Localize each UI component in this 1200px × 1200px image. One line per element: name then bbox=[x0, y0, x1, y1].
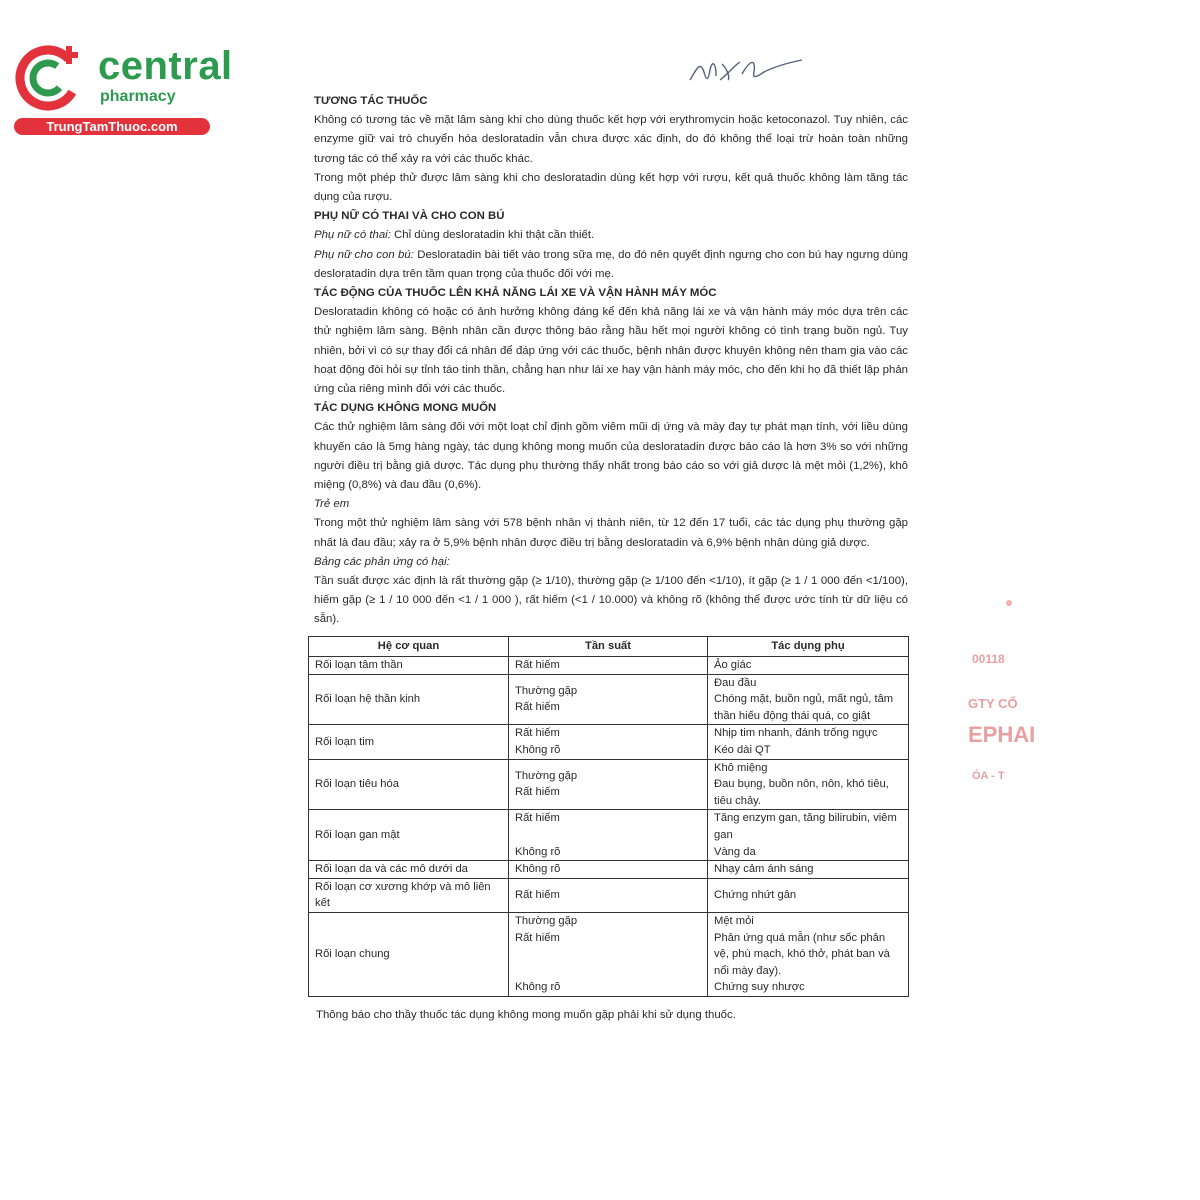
frequency-value: Không rõ bbox=[515, 743, 561, 756]
effects-cell bbox=[708, 810, 909, 861]
organ-cell: Rối loạn chung bbox=[309, 912, 509, 996]
paragraph-pregnant bbox=[314, 226, 908, 245]
effect-value: Nhịp tim nhanh, đánh trống ngực bbox=[714, 727, 878, 740]
section-heading-pregnancy: PHỤ NỮ CÓ THAI VÀ CHO CON BÚ bbox=[314, 210, 505, 223]
paragraph: Desloratadin không có hoặc có ảnh hưởng không đáng kể đến khả năng lái xe và vận hành máy móc dựa trên các thử nghiệm lâm sàng. Bệnh nhân cần được thông báo rằng hầu hết mọi người không có tình trạng buồn ngủ. Tuy nhiên, bởi vì có sự thay đổi cá nhân để đáp ứng với các thuốc, bệnh nhân được khuyên không nên tham gia vào các hoạt động đòi hỏi sự tỉnh táo tinh thần, chẳng hạn như lái xe hay vận hành máy móc, cho đến khi họ đã thiết lập phản ứng của riêng mình đối với các thuốc. bbox=[314, 306, 908, 396]
label-pregnant: Phụ nữ có thai: bbox=[314, 229, 391, 242]
adverse-reactions-table bbox=[308, 636, 909, 997]
section-heading-side-effects: TÁC DỤNG KHÔNG MONG MUỐN bbox=[314, 402, 497, 415]
table-row bbox=[309, 657, 909, 675]
table-row bbox=[309, 861, 909, 879]
effects-cell bbox=[708, 861, 909, 879]
effect-value: Chứng nhứt gân bbox=[714, 889, 797, 902]
table-row bbox=[309, 878, 909, 912]
effect-value: Tăng enzym gan, tăng bilirubin, viêm gan bbox=[714, 812, 897, 841]
text-breastfeeding: Desloratadin bài tiết vào trong sữa mẹ, do đó nên quyết định ngưng cho con bú hay ngưng dùng desloratadin dựa trên tầm quan trọng của thuốc đối với mẹ. bbox=[314, 248, 908, 280]
frequency-cell bbox=[509, 861, 708, 879]
effect-value: Chứng suy nhược bbox=[714, 981, 805, 994]
logo-sub: pharmacy bbox=[100, 88, 176, 105]
frequency-value: Rất hiếm bbox=[515, 786, 560, 799]
section-heading-interactions: TƯƠNG TÁC THUỐC bbox=[314, 95, 428, 107]
organ-cell: Rối loạn cơ xương khớp và mô liên kết bbox=[309, 878, 509, 912]
organ-cell: Rối loạn tâm thần bbox=[309, 657, 509, 675]
label-breastfeeding: Phụ nữ cho con bú: bbox=[314, 248, 414, 261]
frequency-value: Không rõ bbox=[515, 863, 561, 876]
effect-value: Mệt mỏi bbox=[714, 914, 754, 927]
effect-value: Khô miệng bbox=[714, 761, 768, 774]
stamp-text: GTY CỔ bbox=[968, 696, 1018, 711]
central-pharmacy-logo bbox=[12, 36, 233, 136]
effects-cell bbox=[708, 725, 909, 759]
table-row bbox=[309, 810, 909, 861]
effect-value: Vàng da bbox=[714, 845, 756, 858]
logo-emblem-icon bbox=[12, 40, 86, 114]
effect-value: Phản ứng quá mẫn (như sốc phản vệ, phù mạch, khó thở, phát ban và nổi mày đay). bbox=[714, 931, 890, 977]
table-row bbox=[309, 725, 909, 759]
table-row bbox=[309, 912, 909, 996]
effect-value: Nhạy cảm ánh sáng bbox=[714, 863, 814, 876]
effects-cell bbox=[708, 912, 909, 996]
stamp-text: 00118 bbox=[972, 652, 1005, 666]
frequency-spacer bbox=[515, 963, 701, 980]
table-header-row bbox=[309, 637, 909, 657]
effects-cell bbox=[708, 674, 909, 725]
frequency-cell bbox=[509, 657, 708, 675]
effect-value: Ảo giác bbox=[714, 659, 752, 671]
frequency-cell bbox=[509, 674, 708, 725]
frequency-spacer bbox=[515, 946, 701, 963]
header-organ: Hệ cơ quan bbox=[309, 637, 509, 657]
stamp-mark bbox=[1006, 600, 1012, 606]
frequency-value: Rất hiếm bbox=[515, 812, 560, 825]
stamp-text: ÓA - T bbox=[972, 770, 1005, 782]
paragraph: Không có tương tác về mặt lâm sàng khi cho dùng thuốc kết hợp với erythromycin hoặc ketoconazol. Tuy nhiên, các enzyme giữ vai trò chuyển hóa desloratadin vẫn chưa được xác định, do đó không thể loại trừ hoàn toàn những tương tác có thể xảy ra với các thuốc khác. bbox=[314, 114, 908, 165]
organ-cell: Rối loạn da và các mô dưới da bbox=[309, 861, 509, 879]
effects-cell bbox=[708, 878, 909, 912]
frequency-cell bbox=[509, 725, 708, 759]
frequency-cell bbox=[509, 810, 708, 861]
table-row bbox=[309, 759, 909, 810]
logo-brand: central bbox=[98, 44, 233, 88]
frequency-value: Thường gặp bbox=[515, 769, 578, 782]
document-body bbox=[314, 92, 908, 630]
logo-site: TrungTamThuoc.com bbox=[14, 118, 210, 135]
effect-value: Chóng mặt, buồn ngủ, mất ngủ, tâm thần hiếu động thái quá, co giật bbox=[714, 693, 894, 722]
frequency-cell bbox=[509, 912, 708, 996]
effects-cell bbox=[708, 657, 909, 675]
frequency-value: Rất hiếm bbox=[515, 727, 560, 740]
header-frequency: Tần suất bbox=[509, 637, 708, 657]
header-effects: Tác dụng phụ bbox=[708, 637, 909, 657]
subheading-adverse-table: Bảng các phản ứng có hại: bbox=[314, 555, 450, 568]
paragraph: Các thử nghiệm lâm sàng đối với một loạt chỉ định gồm viêm mũi dị ứng và mày đay tự phát mạn tính, với liều dùng khuyến cáo là 5mg hàng ngày, tác dụng không mong muốn của desloratadin được báo cáo là hơn 3% so với những người điều trị bằng giả dược. Tác dụng phụ thường thấy nhất trong báo cáo so với giả dược là mệt mỏi (1,2%), khô miệng (0,8%) và đau đầu (0,6%). bbox=[314, 421, 908, 492]
organ-cell: Rối loạn hệ thần kinh bbox=[309, 674, 509, 725]
frequency-cell bbox=[509, 759, 708, 810]
organ-cell: Rối loạn tim bbox=[309, 725, 509, 759]
paragraph: Trong một phép thử được lâm sàng khi cho desloratadin dùng kết hợp với rượu, kết quả thuốc không làm tăng tác dụng của rượu. bbox=[314, 171, 908, 204]
effect-value: Đau đầu bbox=[714, 676, 757, 689]
footer-note: Thông báo cho thầy thuốc tác dụng không mong muốn gặp phải khi sử dụng thuốc. bbox=[316, 1009, 736, 1021]
paragraph-frequency: Tần suất được xác định là rất thường gặp (≥ 1/10), thường gặp (≥ 1/100 đến <1/10), ít gặp (≥ 1 / 1 000 đến <1/100), hiếm gặp (≥ 1 / 10 000 đến <1 / 1 000 ), rất hiếm (<1 / 10.000) và không rõ (không thể được ước tính từ dữ liệu có sẵn). bbox=[314, 575, 908, 626]
text-pregnant: Chỉ dùng desloratadin khi thật cần thiết. bbox=[390, 229, 595, 242]
stamp-text: EPHAI bbox=[968, 722, 1036, 747]
company-stamp bbox=[966, 640, 1036, 800]
frequency-value: Rất hiếm bbox=[515, 701, 560, 714]
frequency-spacer bbox=[515, 827, 701, 844]
paragraph-children: Trong một thử nghiệm lâm sàng với 578 bệnh nhân vị thành niên, từ 12 đến 17 tuổi, các tác dụng phụ thường gặp nhất là đau đầu; xảy ra ở 5,9% bệnh nhân được điều trị bằng desloratadin và 6,9% bệnh nhân dùng giả dược. bbox=[314, 517, 908, 549]
frequency-value: Thường gặp bbox=[515, 914, 578, 927]
frequency-value: Rất hiếm bbox=[515, 889, 560, 902]
frequency-value: Không rõ bbox=[515, 981, 561, 994]
organ-cell: Rối loạn gan mật bbox=[309, 810, 509, 861]
paragraph-breastfeeding bbox=[314, 246, 908, 284]
section-heading-driving: TÁC ĐỘNG CỦA THUỐC LÊN KHẢ NĂNG LÁI XE VÀ VẬN HÀNH MÁY MÓC bbox=[314, 287, 717, 300]
frequency-value: Rất hiếm bbox=[515, 659, 560, 671]
effects-cell bbox=[708, 759, 909, 810]
frequency-cell bbox=[509, 878, 708, 912]
subheading-children: Trẻ em bbox=[314, 498, 350, 511]
effect-value: Đau bụng, buồn nôn, nôn, khó tiêu, tiêu chảy. bbox=[714, 778, 889, 807]
handwritten-signature bbox=[684, 50, 814, 90]
table-row bbox=[309, 674, 909, 725]
frequency-value: Rất hiếm bbox=[515, 931, 560, 944]
frequency-value: Không rõ bbox=[515, 845, 561, 858]
effect-value: Kéo dài QT bbox=[714, 743, 771, 756]
frequency-value: Thường gặp bbox=[515, 684, 578, 697]
organ-cell: Rối loạn tiêu hóa bbox=[309, 759, 509, 810]
